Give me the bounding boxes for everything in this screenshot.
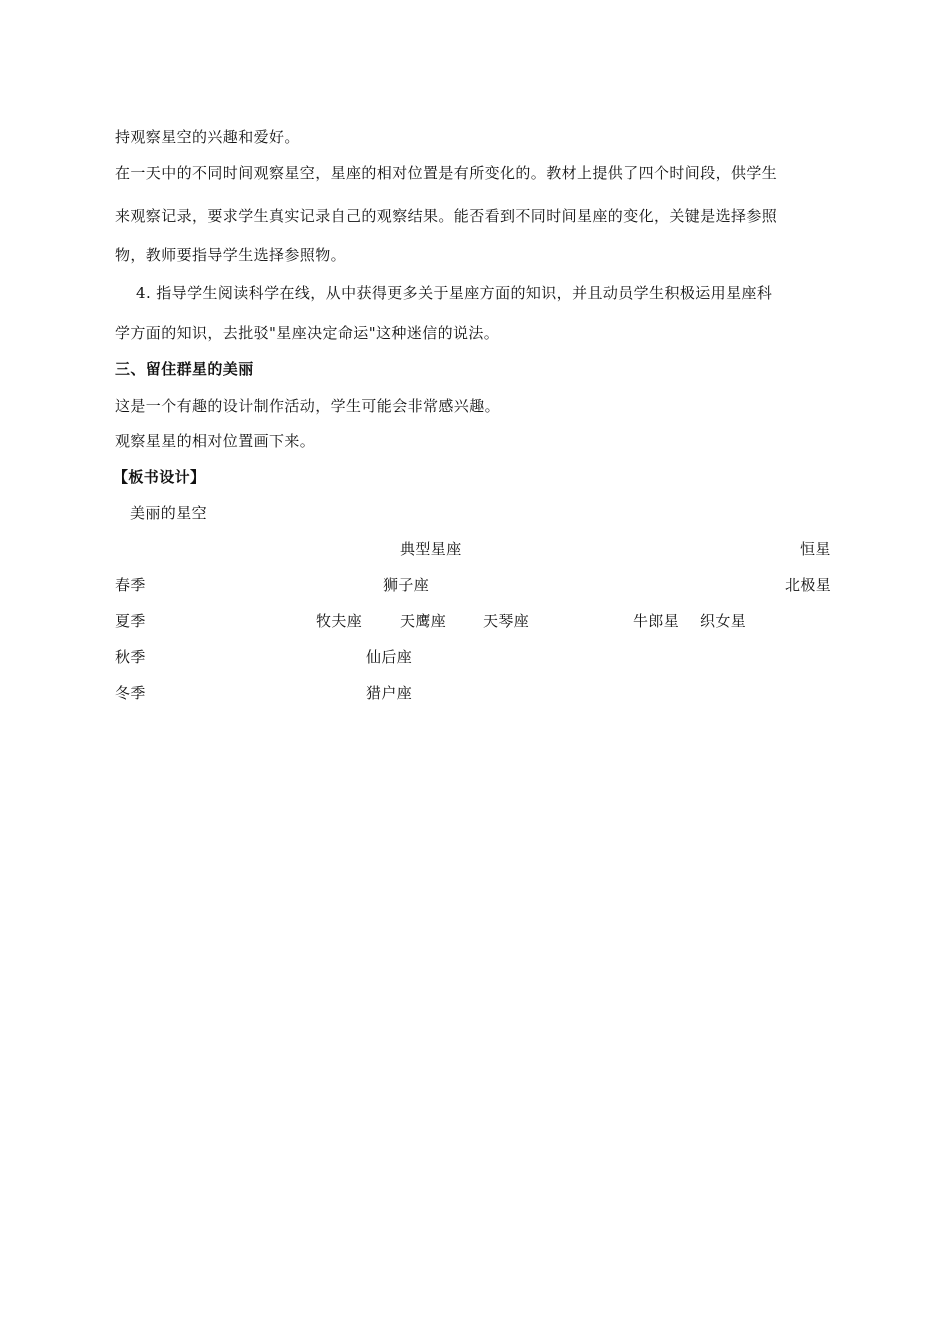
constellation-entry: 仙后座: [366, 648, 413, 666]
section-heading: 三、留住群星的美丽: [115, 360, 254, 378]
star-entry: 牛郎星: [633, 612, 680, 630]
paragraph-line: 4. 指导学生阅读科学在线，从中获得更多关于星座方面的知识，并且动员学生积极运用星座科: [136, 284, 773, 302]
star-entry: 织女星: [700, 612, 747, 630]
paragraph-line: 来观察记录，要求学生真实记录自己的观察结果。能否看到不同时间星座的变化，关键是选择参照: [115, 207, 778, 225]
constellation-entry: 天琴座: [483, 612, 530, 630]
paragraph-line: 学方面的知识，去批驳"星座决定命运"这种迷信的说法。: [115, 324, 500, 342]
paragraph-line: 观察星星的相对位置画下来。: [115, 432, 316, 450]
paragraph-line: 持观察星空的兴趣和爱好。: [115, 128, 300, 146]
board-design-heading: 【板书设计】: [113, 468, 206, 486]
season-label: 冬季: [115, 684, 146, 702]
paragraph-line: 在一天中的不同时间观察星空，星座的相对位置是有所变化的。教材上提供了四个时间段，供学生: [115, 164, 778, 182]
paragraph-line: 这是一个有趣的设计制作活动，学生可能会非常感兴趣。: [115, 397, 501, 415]
constellation-entry: 天鹰座: [400, 612, 447, 630]
column-header-stars: 恒星: [800, 540, 831, 558]
paragraph-line: 物，教师要指导学生选择参照物。: [115, 246, 347, 264]
board-title: 美丽的星空: [130, 504, 208, 522]
constellation-entry: 猎户座: [366, 684, 413, 702]
constellation-entry: 狮子座: [383, 576, 430, 594]
constellation-entry: 牧夫座: [316, 612, 363, 630]
column-header-constellations: 典型星座: [400, 540, 462, 558]
season-label: 春季: [115, 576, 146, 594]
star-entry: 北极星: [785, 576, 832, 594]
season-label: 夏季: [115, 612, 146, 630]
season-label: 秋季: [115, 648, 146, 666]
